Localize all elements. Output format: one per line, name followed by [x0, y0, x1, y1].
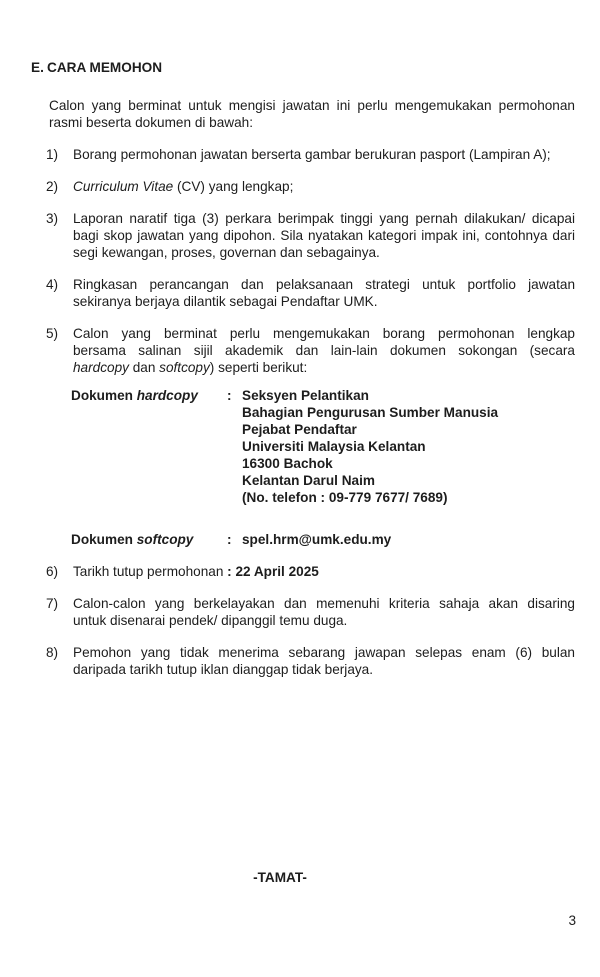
list-item-number: 4)	[46, 277, 59, 292]
hardcopy-label: Dokumen hardcopy	[71, 388, 198, 403]
section-title: CARA MEMOHON	[47, 60, 163, 75]
address-line: Universiti Malaysia Kelantan	[242, 439, 426, 454]
address-line: 16300 Bachok	[242, 456, 333, 471]
list-item-7	[46, 595, 575, 629]
hardcopy-address	[242, 387, 575, 506]
list-item-number: 8)	[46, 645, 59, 660]
list-item-text: Pemohon yang tidak menerima sebarang jawapan selepas enam (6) bulan daripada tarikh tutup iklan dianggap tidak berjaya.	[73, 645, 575, 677]
section-heading	[31, 59, 600, 76]
colon-separator: :	[227, 532, 232, 547]
intro-paragraph	[49, 97, 575, 131]
section-letter: E.	[31, 60, 44, 75]
intro-line: rasmi beserta dokumen di bawah:	[49, 115, 254, 130]
address-line: Pejabat Pendaftar	[242, 422, 357, 437]
list-item-8	[46, 644, 575, 678]
list-item-5	[46, 325, 575, 376]
list-item-number: 5)	[46, 326, 59, 341]
list-item-6	[46, 563, 575, 580]
list-item-text: Calon-calon yang berkelayakan dan memenuhi kriteria sahaja akan disaring untuk disenarai pendek/ dipanggil temu duga.	[73, 596, 575, 628]
page-number: 3	[568, 913, 576, 928]
list-item-number: 1)	[46, 147, 59, 162]
list-item-number: 2)	[46, 179, 59, 194]
document-end-marker: -TAMAT-	[253, 870, 307, 885]
italic-term: softcopy	[159, 360, 210, 375]
list-item-text: Ringkasan perancangan dan pelaksanaan strategi untuk portfolio jawatan sekiranya berjaya dilantik sebagai Pendaftar UMK.	[73, 277, 575, 309]
italic-term: hardcopy	[73, 360, 129, 375]
intro-line: Calon yang berminat untuk mengisi jawatan ini perlu mengemukakan permohonan	[49, 98, 575, 113]
closing-date: : 22 April 2025	[227, 564, 319, 579]
list-item-4	[46, 276, 575, 310]
phone-line: (No. telefon : 09-779 7677/ 7689)	[242, 490, 448, 505]
list-item-text: Borang permohonan jawatan berserta gambar berukuran pasport (Lampiran A);	[73, 147, 551, 162]
list-item-text: Laporan naratif tiga (3) perkara berimpak tinggi yang pernah dilakukan/ dicapai bagi skop jawatan yang dipohon. Sila nyatakan kategori impak ini, contohnya dari segi kewangan, proses, governan dan sebagainya.	[73, 211, 575, 260]
list-item-text: Curriculum Vitae (CV) yang lengkap;	[73, 179, 294, 194]
list-item-number: 6)	[46, 564, 59, 579]
list-item-number: 7)	[46, 596, 59, 611]
softcopy-block	[71, 531, 575, 548]
colon-separator: :	[227, 388, 232, 403]
softcopy-email: spel.hrm@umk.edu.my	[242, 532, 392, 547]
list-item-2	[46, 178, 575, 195]
list-item-3	[46, 210, 575, 261]
hardcopy-address-block	[71, 387, 575, 506]
italic-term: Curriculum Vitae	[73, 179, 174, 194]
list-item-1	[46, 146, 575, 163]
list-item-text: Tarikh tutup permohonan : 22 April 2025	[73, 564, 319, 579]
address-line: Bahagian Pengurusan Sumber Manusia	[242, 405, 499, 420]
softcopy-label: Dokumen softcopy	[71, 532, 194, 547]
list-item-number: 3)	[46, 211, 59, 226]
address-line: Seksyen Pelantikan	[242, 388, 369, 403]
list-item-text: Calon yang berminat perlu mengemukakan borang permohonan lengkap bersama salinan sijil akademik dan lain-lain dokumen sokongan (secara hardcopy dan softcopy) seperti berikut:	[73, 326, 575, 375]
address-line: Kelantan Darul Naim	[242, 473, 375, 488]
